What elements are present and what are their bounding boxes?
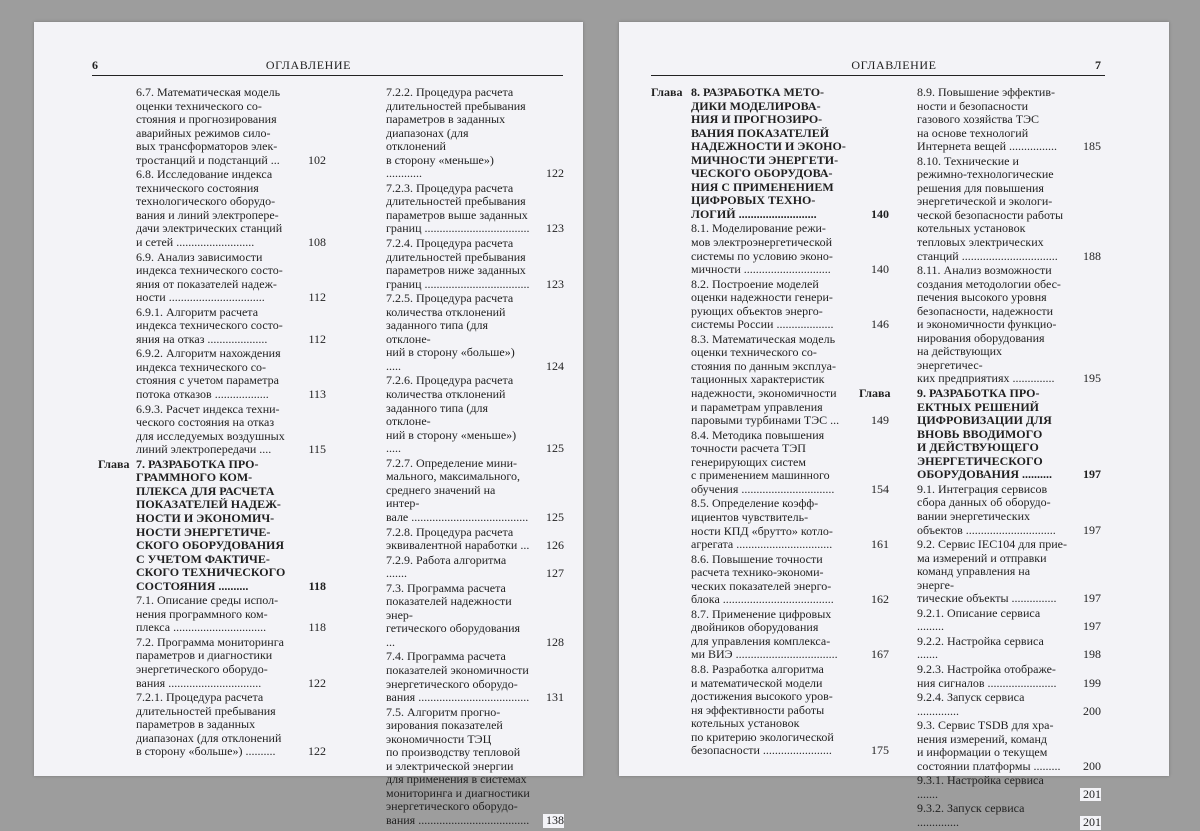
toc-entry	[386, 237, 564, 291]
toc-entry	[136, 306, 326, 347]
page-ref: 201	[1080, 816, 1101, 830]
left-page	[34, 22, 583, 827]
toc-entry-title: 7.2.8. Процедура расчета эквивалентной наработки ...	[386, 524, 530, 553]
running-title: ОГЛАВЛЕНИЕ	[851, 58, 937, 72]
toc-entry-title: 9.2.1. Описание сервиса .........	[917, 605, 1041, 634]
page-ref: 200	[1080, 760, 1101, 774]
toc-entry	[917, 635, 1101, 662]
page-ref: 115	[305, 443, 326, 457]
toc-entry-title: 8.5. Определение коэфф- ициентов чувствитель- ности КПД «брутто» котло- агрегата ................................	[691, 496, 833, 552]
page-ref: 125	[543, 442, 564, 456]
toc-entry-title: 7.2.6. Процедура расчета количества отклонений заданного типа (для отклоне- ний в сторону «меньше») .....	[386, 373, 517, 456]
toc-entry	[136, 691, 326, 759]
page-ref: 197	[1080, 524, 1101, 538]
page-ref: 197	[1080, 620, 1101, 634]
toc-entry	[917, 719, 1101, 773]
toc-entry	[386, 292, 564, 373]
page-ref: 131	[543, 691, 564, 705]
chapter-title: 9. РАЗРАБОТКА ПРО- ЕКТНЫХ РЕШЕНИЙ ЦИФРОВИЗАЦИИ ДЛЯ ВНОВЬ ВВОДИМОГО И ДЕЙСТВУЮЩЕГО ЭНЕРГЕТИЧЕСКОГО ОБОРУДОВАНИЯ ..........	[917, 386, 1052, 482]
toc-entry-title: 8.6. Повышение точности расчета технико-экономи- ческих показателей энерго- блока .....................................	[691, 551, 834, 607]
toc-entry	[386, 182, 564, 236]
toc-entry	[136, 251, 326, 305]
page-ref: 122	[305, 677, 326, 691]
left-page-header	[34, 58, 583, 74]
page-ref: 127	[543, 567, 564, 581]
toc-entry	[917, 483, 1101, 537]
page-ref: 122	[543, 167, 564, 181]
toc-entry	[917, 264, 1101, 386]
chapter-label: Глава	[859, 386, 891, 401]
toc-entry-title: 6.9.1. Алгоритм расчета индекса технического состо- яния на отказ ....................	[136, 304, 283, 346]
toc-entry	[136, 594, 326, 635]
toc-entry-title: 8.4. Методика повышения точности расчета ТЭП генерирующих систем с применением машинного обучения ...............................	[691, 427, 835, 496]
toc-entry	[691, 497, 889, 551]
toc-entry	[917, 155, 1101, 263]
page-ref: 140	[868, 208, 889, 222]
page-ref: 162	[868, 593, 889, 607]
page-ref: 112	[305, 333, 326, 347]
toc-entry	[917, 691, 1101, 718]
toc-entry-title: 6.7. Математическая модель оценки технического со- стояния и прогнозирования аварийных режимов сило- вых трансформаторов элек- тростанций и подстанций ...	[136, 85, 281, 167]
toc-entry	[386, 554, 564, 581]
toc-entry	[917, 538, 1101, 606]
toc-entry-title: 9.2.2. Настройка сервиса .......	[917, 633, 1044, 662]
toc-entry	[136, 86, 326, 167]
page-ref: 126	[543, 539, 564, 553]
toc-entry-title: 8.10. Технические и режимно-технологические решения для повышения энергетической и экологи- ческой безопасности работы котельных установок тепловых электрических станций ................................	[917, 153, 1064, 263]
toc-entry	[136, 347, 326, 401]
page-ref: 102	[305, 154, 326, 168]
toc-entry-title: 6.9.2. Алгоритм нахождения индекса технического со- стояния с учетом параметра потока отказов ..................	[136, 346, 281, 402]
toc-entry-title: 7.2.2. Процедура расчета длительностей пребывания параметров в заданных диапазонах (для отклонений в сторону «меньше») ............	[386, 85, 526, 181]
chapter-title: 8. РАЗРАБОТКА МЕТО- ДИКИ МОДЕЛИРОВА- НИЯ И ПРОГНОЗИРО- ВАНИЯ ПОКАЗАТЕЛЕЙ НАДЕЖНОСТИ И ЭКОНО- МИЧНОСТИ ЭНЕРГЕТИ- ЧЕСКОГО ОБОРУДОВА- НИЯ С ПРИМЕНЕНИЕМ ЦИФРОВЫХ ТЕХНО- ЛОГИЙ ..........................	[691, 85, 846, 221]
toc-column-1	[98, 85, 326, 760]
page-number: 7	[1095, 58, 1101, 72]
page-ref: 138	[543, 814, 564, 828]
toc-column-1	[651, 86, 889, 759]
toc-entry-title: 7.2. Программа мониторинга параметров и диагностики энергетического оборудо- вания ...............................	[136, 634, 284, 690]
page-ref: 123	[543, 278, 564, 292]
page-ref: 140	[868, 263, 889, 277]
toc-entry-title: 7.2.5. Процедура расчета количества отклонений заданного типа (для отклоне- ний в сторону «больше») .....	[386, 291, 515, 373]
toc-entry	[386, 706, 564, 828]
toc-entry-title: 7.2.4. Процедура расчета длительностей пребывания параметров ниже заданных границ ...................................	[386, 236, 530, 291]
toc-entry	[386, 582, 564, 650]
toc-entry	[917, 774, 1101, 801]
toc-entry	[691, 222, 889, 276]
right-page	[619, 22, 1169, 829]
page-ref: 175	[868, 744, 889, 758]
page-ref: 118	[306, 580, 326, 594]
page-ref: 195	[1080, 372, 1101, 386]
page-ref: 149	[868, 414, 889, 428]
toc-entry-title: 9.2.3. Настройка отображе- ния сигналов .......................	[917, 661, 1057, 690]
page-ref: 200	[1080, 705, 1101, 719]
toc-entry-title: 7.3. Программа расчета показателей надежности энер- гетического оборудования ...	[386, 580, 521, 649]
toc-entry-title: 7.2.3. Процедура расчета длительностей пребывания параметров выше заданных границ ...................................	[386, 180, 530, 236]
toc-entry-title: 8.7. Применение цифровых двойников оборудования для управления комплекса- ми ВИЭ ..................................	[691, 606, 838, 662]
toc-entry-title: 8.11. Анализ возможности создания методологии обес- печения высокого уровня безопасности, надежности и экономичности функцио- нирования оборудования на действующих энергетичес- ких предприятиях ..............	[917, 263, 1061, 386]
toc-entry-title: 8.3. Математическая модель оценки технического со- стояния по данным эксплуа- тационных характеристик надежности, экономичности и параметрам управления паровыми турбинами ТЭС ...	[691, 331, 840, 428]
page-ref: 146	[868, 318, 889, 332]
page-ref: 199	[1080, 677, 1101, 691]
toc-entry-title: 7.5. Алгоритм прогно- зирования показателей экономичности ТЭЦ по производству тепловой и электрической энергии для применения в системах мониторинга и диагностики энергетического оборудо- вания .....................................	[386, 704, 530, 827]
toc-entry	[386, 650, 564, 704]
page-ref: 112	[305, 291, 326, 305]
toc-entry-title: 7.2.7. Определение мини- мального, максимального, среднего значений на интер- вале .......................................	[386, 455, 529, 524]
toc-entry-title: 7.2.1. Процедура расчета длительностей пребывания параметров в заданных диапазонах (для отклонений в сторону «больше») ..........	[136, 690, 282, 759]
toc-entry-title: 7.2.9. Работа алгоритма .......	[386, 552, 507, 581]
toc-entry	[691, 608, 889, 662]
page-ref: 154	[868, 483, 889, 497]
toc-entry-title: 9.3. Сервис TSDB для хра- нения измерений, команд и информации о текущем состоянии платформы .........	[917, 718, 1061, 773]
toc-entry-title: 6.8. Исследование индекса технического состояния технологического оборудо- вания и линий электропере- дачи электрических станций и сетей ..........................	[136, 167, 283, 250]
toc-entry-title: 8.8. Разработка алгоритма и математической модели достижения высокого уров- ня эффективности работы котельных установок по критерию экологической безопасности .......................	[691, 661, 834, 758]
toc-entry	[386, 374, 564, 455]
chapter-7-heading	[98, 456, 326, 593]
page-ref: 122	[305, 745, 326, 759]
page-ref: 128	[543, 636, 564, 650]
page-ref: 123	[543, 222, 564, 236]
toc-entry	[691, 278, 889, 332]
toc-entry	[136, 403, 326, 457]
page-ref: 198	[1080, 648, 1101, 662]
page-ref: 197	[1080, 592, 1101, 606]
page-ref: 113	[305, 388, 326, 402]
chapter-label: Глава	[98, 456, 130, 471]
toc-entry-title: 8.9. Повышение эффектив- ности и безопасности газового хозяйства ТЭС на основе технологий Интернета вещей ................	[917, 85, 1058, 154]
toc-entry-title: 6.9. Анализ зависимости индекса технического состо- яния от показателей надеж- ности ................................	[136, 249, 283, 305]
chapter-8-heading	[651, 86, 889, 221]
toc-entry-title: 9.2.4. Запуск сервиса ..............	[917, 690, 1025, 718]
toc-entry	[917, 607, 1101, 634]
toc-entry-title: 9.3.2. Запуск сервиса ..............	[917, 801, 1025, 829]
page-ref: 167	[868, 648, 889, 662]
toc-entry	[136, 636, 326, 690]
toc-entry	[917, 663, 1101, 690]
page-number: 6	[92, 58, 98, 72]
chapter-title: 7. РАЗРАБОТКА ПРО- ГРАММНОГО КОМ- ПЛЕКСА ДЛЯ РАСЧЕТА ПОКАЗАТЕЛЕЙ НАДЕЖ- НОСТИ И ЭКОНОМИЧ- НОСТИ ЭНЕРГЕТИЧЕ- СКОГО ОБОРУДОВАНИЯ С УЧЕТОМ ФАКТИЧЕ- СКОГО ТЕХНИЧЕСКОГО СОСТОЯНИЯ ..........	[136, 456, 286, 593]
toc-entry-title: 7.4. Программа расчета показателей экономичности энергетического оборудо- вания .....................................	[386, 649, 530, 705]
toc-entry	[917, 86, 1101, 154]
toc-entry-title: 9.1. Интеграция сервисов сбора данных об оборудо- вании энергетических объектов ..............................	[917, 481, 1056, 537]
toc-entry-title: 8.2. Построение моделей оценки надежности генери- рующих объектов энерго- системы России ...................	[691, 276, 834, 332]
page-ref: 118	[305, 621, 326, 635]
header-rule	[92, 75, 563, 76]
toc-entry-title: 9.2. Сервис IEC104 для прие- ма измерений и отправки команд управления на энерге- тические объекты ...............	[917, 537, 1067, 606]
page-ref: 124	[543, 360, 564, 374]
toc-entry	[386, 86, 564, 181]
right-page-header	[619, 58, 1169, 74]
toc-entry-title: 8.1. Моделирование режи- мов электроэнергетической системы по условию эконо- мичности .............................	[691, 221, 833, 277]
page-ref: 125	[543, 511, 564, 525]
running-title: ОГЛАВЛЕНИЕ	[265, 58, 352, 72]
page-ref: 197	[1080, 468, 1101, 482]
page-ref: 188	[1080, 250, 1101, 264]
page-ref: 201	[1080, 788, 1101, 802]
toc-entry	[917, 802, 1101, 829]
page-ref: 161	[868, 538, 889, 552]
toc-entry-title: 7.1. Описание среды испол- нения программного ком- плекса ...............................	[136, 593, 279, 635]
toc-entry	[386, 526, 564, 553]
toc-entry	[691, 553, 889, 607]
toc-entry	[386, 457, 564, 525]
toc-entry-title: 9.3.1. Настройка сервиса .......	[917, 773, 1044, 801]
toc-entry	[136, 168, 326, 249]
toc-entry-title: 6.9.3. Расчет индекса техни- ческого состояния на отказ для исследуемых воздушных линий электропередачи ....	[136, 401, 285, 457]
toc-column-2	[386, 86, 564, 829]
toc-entry	[691, 663, 889, 758]
header-rule	[651, 75, 1105, 76]
chapter-label: Глава	[651, 85, 683, 99]
page-ref: 108	[305, 236, 326, 250]
chapter-9-heading	[859, 387, 1101, 482]
page-ref: 185	[1080, 140, 1101, 154]
